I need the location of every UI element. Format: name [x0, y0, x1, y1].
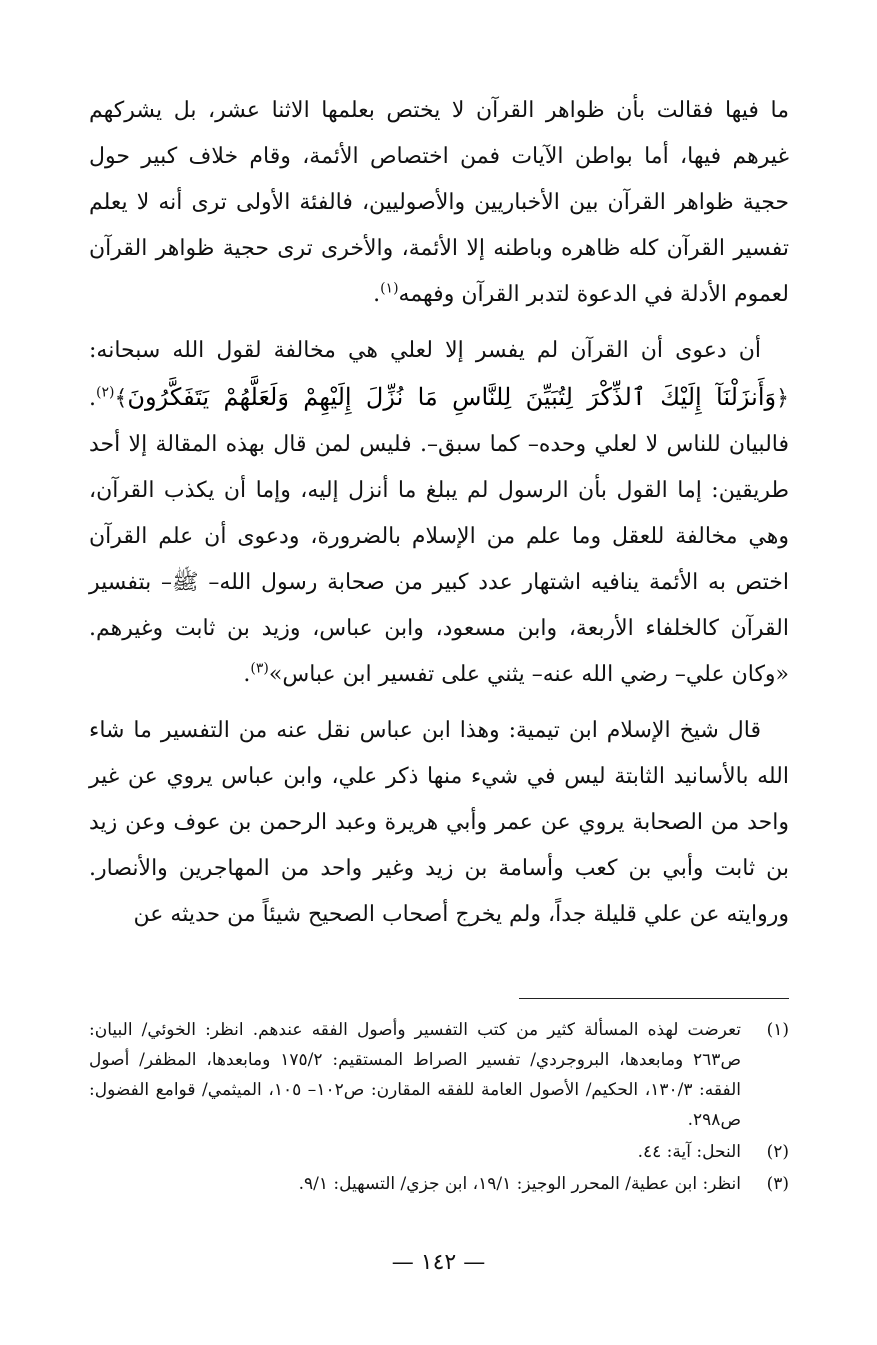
- paragraph-1-end: .: [373, 282, 381, 307]
- footnote-2: [89, 1137, 789, 1167]
- footnote-3: [89, 1169, 789, 1199]
- ayah-open-bracket: ﴿: [776, 386, 789, 411]
- footnote-text: النحل: آية: ٤٤.: [637, 1142, 741, 1162]
- footnote-ref-1: (١): [380, 280, 399, 297]
- paragraph-2-rest: . فالبيان للناس لا لعلي وحده– كما سبق–. فليس لمن قال بهذه المقالة إلا أحد طريقين: إما القول بأن الرسول لم يبلغ ما أنزل إليه، وإما أن يكذب القرآن، وهي مخالفة للعقل وما علم من الإسلام بالضرورة، ودعوى أن علم القرآن اختص به الأئمة ينافيه اشتهار عدد كبير من صحابة رسول الله– ﷺ– بتفسير القرآن كالخلفاء الأربعة، وابن مسعود، وابن عباس، وزيد بن ثابت وغيرهم. «وكان علي– رضي الله عنه– يثني على تفسير ابن عباس»: [89, 386, 789, 687]
- footnote-number: (١): [766, 1020, 789, 1040]
- footnote-ref-3: (٣): [250, 660, 269, 677]
- paragraph-2-start: أن دعوى أن القرآن لم يفسر إلا لعلي هي مخالفة لقول الله سبحانه:: [89, 338, 761, 363]
- paragraph-3-text: قال شيخ الإسلام ابن تيمية: وهذا ابن عباس نقل عنه من التفسير ما شاء الله بالأسانيد الثابتة ليس في شيء منها ذكر علي، وابن عباس يروي عن غير واحد من الصحابة يروي عن عمر وأبي هريرة وعبد الرحمن بن عوف وعن زيد بن ثابت وأبي بن كعب وأسامة بن زيد وغير واحد من المهاجرين والأنصار. وروايته عن علي قليلة جداً، ولم يخرج أصحاب الصحيح شيئاً من حديثه عن: [89, 718, 789, 927]
- footnote-1: [89, 1015, 789, 1135]
- footnote-text: انظر: ابن عطية/ المحرر الوجيز: ١٩/١، ابن جزي/ التسهيل: ٩/١.: [298, 1174, 741, 1194]
- main-text: [89, 88, 789, 938]
- footnote-divider: [519, 998, 789, 999]
- paragraph-1: [89, 88, 789, 318]
- footnote-ref-2: (٢): [96, 384, 115, 401]
- paragraph-2-end: .: [243, 662, 251, 687]
- paragraph-1-text: ما فيها فقالت بأن ظواهر القرآن لا يختص بعلمها الاثنا عشر، بل يشركهم غيرهم فيها، أما بواطن الآيات فمن اختصاص الأئمة، وقام خلاف كبير حول حجية ظواهر القرآن بين الأخباريين والأصوليين، فالفئة الأولى ترى أنه لا يعلم تفسير القرآن كله ظاهره وباطنه إلا الأئمة، والأخرى ترى حجية ظواهر القرآن لعموم الأدلة في الدعوة لتدبر القرآن وفهمه: [89, 98, 789, 307]
- page-number: — ١٤٢ —: [391, 1250, 486, 1275]
- paragraph-2: [89, 328, 789, 698]
- footnote-text: تعرضت لهذه المسألة كثير من كتب التفسير وأصول الفقه عندهم. انظر: الخوئي/ البيان: ص٢٦٣ ومابعدها، البروجردي/ تفسير الصراط المستقيم: ١٧٥/٢ ومابعدها، المظفر/ أصول الفقه: ١٣٠/٣، الحكيم/ الأصول العامة للفقه المقارن: ص١٠٢– ١٠٥، الميثمي/ قوامع الفضول: ص٢٩٨.: [89, 1020, 741, 1130]
- footnote-number: (٣): [766, 1174, 789, 1194]
- ayah-close-bracket: ﴾: [114, 386, 128, 411]
- paragraph-3: [89, 708, 789, 938]
- footnote-number: (٢): [766, 1142, 789, 1162]
- footnotes: [89, 1015, 789, 1201]
- quran-verse: وَأَنزَلْنَآ إِلَيْكَ ٱلذِّكْرَ لِتُبَيِّنَ لِلنَّاسِ مَا نُزِّلَ إِلَيْهِمْ وَلَعَلَّهُمْ يَتَفَكَّرُونَ: [127, 383, 777, 411]
